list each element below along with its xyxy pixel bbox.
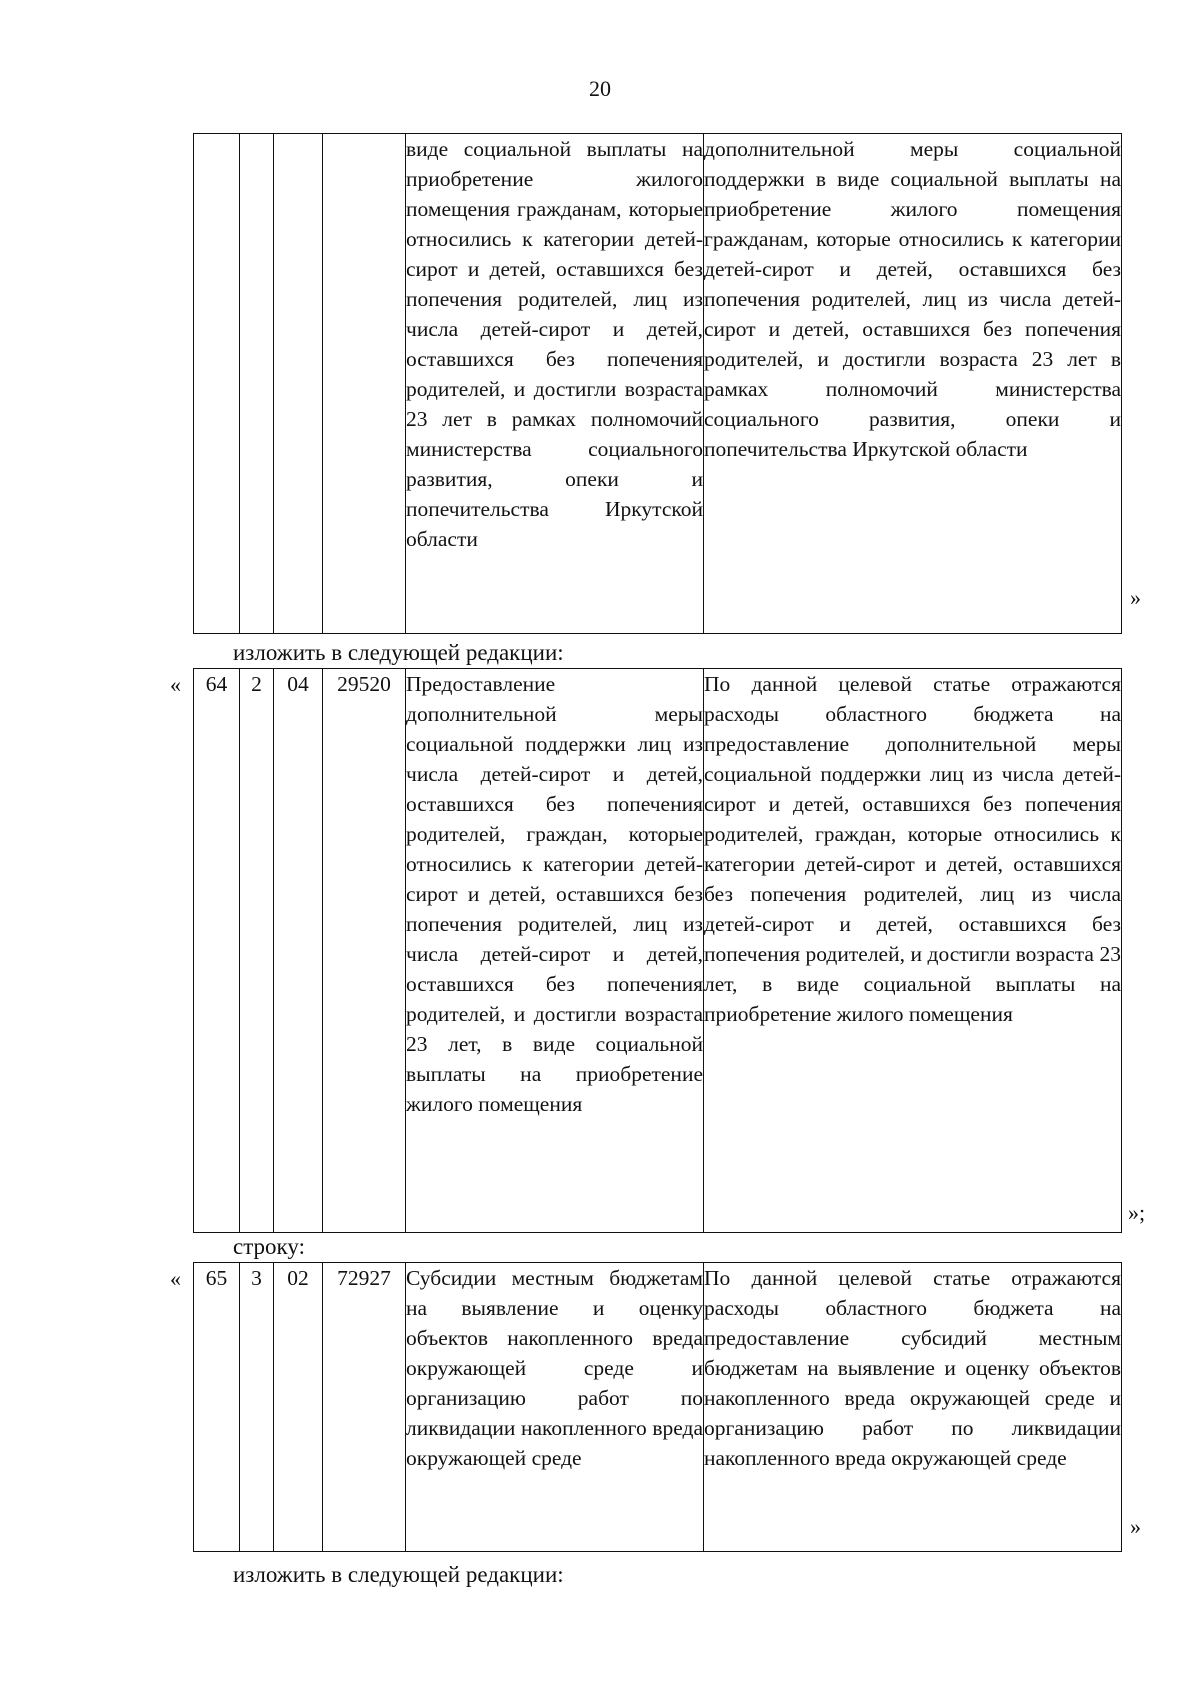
cell-code-3: 04	[274, 669, 323, 1233]
opening-quote: «	[170, 672, 181, 697]
instruction-text: изложить в следующей редакции:	[233, 640, 564, 665]
table-row	[194, 1263, 1122, 1552]
cell-article-description: По данной целевой статье отражаются расходы областного бюджета на предоставление субсидий местным бюджетам на выявление и оценку объектов накопленного вреда окружающей среде и организацию работ по ликвидации накопленного вреда окружающей среде	[704, 1263, 1122, 1552]
table-row	[194, 134, 1122, 634]
cell-article-description: дополнительной меры социальной поддержки в виде социальной выплаты на приобретение жилого помещения гражданам, которые относились к категории детей-сирот и детей, оставшихся без попечения родителей, лиц из числа детей-сирот и детей, оставшихся без попечения родителей, и достигли возраста 23 лет в рамках полномочий министерства социального развития, опеки и попечительства Иркутской области	[704, 134, 1122, 634]
cell-code-4: 29520	[323, 669, 406, 1233]
table-row	[194, 669, 1122, 1233]
table-row-65	[193, 1262, 1122, 1552]
instruction-text: изложить в следующей редакции:	[233, 1562, 564, 1587]
cell-article-name: Субсидии местным бюджетам на выявление и оценку объектов накопленного вреда окружающей среде и организацию работ по ликвидации накопленного вреда окружающей среде	[406, 1263, 704, 1552]
cell-article-description: По данной целевой статье отражаются расходы областного бюджета на предоставление дополнительной меры социальной поддержки лиц из числа детей-сирот и детей, оставшихся без попечения родителей, граждан, которые относились к категории детей-сирот и детей, оставшихся без попечения родителей, лиц из числа детей-сирот и детей, оставшихся без попечения родителей, и достигли возраста 23 лет, в виде социальной выплаты на приобретение жилого помещения	[704, 669, 1122, 1233]
page-number: 20	[589, 76, 611, 101]
table-row-64-new	[193, 668, 1122, 1233]
opening-quote: «	[170, 1266, 181, 1291]
cell-code-2: 2	[240, 669, 274, 1233]
cell-code-3: 02	[274, 1263, 323, 1552]
cell-article-name: виде социальной выплаты на приобретение жилого помещения гражданам, которые относились к категории детей-сирот и детей, оставшихся без попечения родителей, лиц из числа детей-сирот и детей, оставшихся без попечения родителей, и достигли возраста 23 лет в рамках полномочий министерства социального развития, опеки и попечительства Иркутской области	[406, 134, 704, 634]
cell-code-3	[274, 134, 323, 634]
cell-code-4	[323, 134, 406, 634]
cell-code-2: 3	[240, 1263, 274, 1552]
closing-quote: »	[1130, 585, 1141, 610]
cell-code-4: 72927	[323, 1263, 406, 1552]
cell-code-1: 65	[194, 1263, 240, 1552]
cell-code-1: 64	[194, 669, 240, 1233]
table-fragment-continuation	[193, 133, 1122, 634]
closing-quote-semicolon: »;	[1128, 1200, 1146, 1225]
cell-code-2	[240, 134, 274, 634]
cell-code-1	[194, 134, 240, 634]
instruction-text: строку:	[233, 1234, 305, 1259]
cell-article-name: Предоставление дополнительной меры социальной поддержки лиц из числа детей-сирот и детей, оставшихся без попечения родителей, граждан, которые относились к категории детей-сирот и детей, оставшихся без попечения родителей, лиц из числа детей-сирот и детей, оставшихся без попечения родителей, и достигли возраста 23 лет, в виде социальной выплаты на приобретение жилого помещения	[406, 669, 704, 1233]
closing-quote: »	[1130, 1514, 1141, 1539]
